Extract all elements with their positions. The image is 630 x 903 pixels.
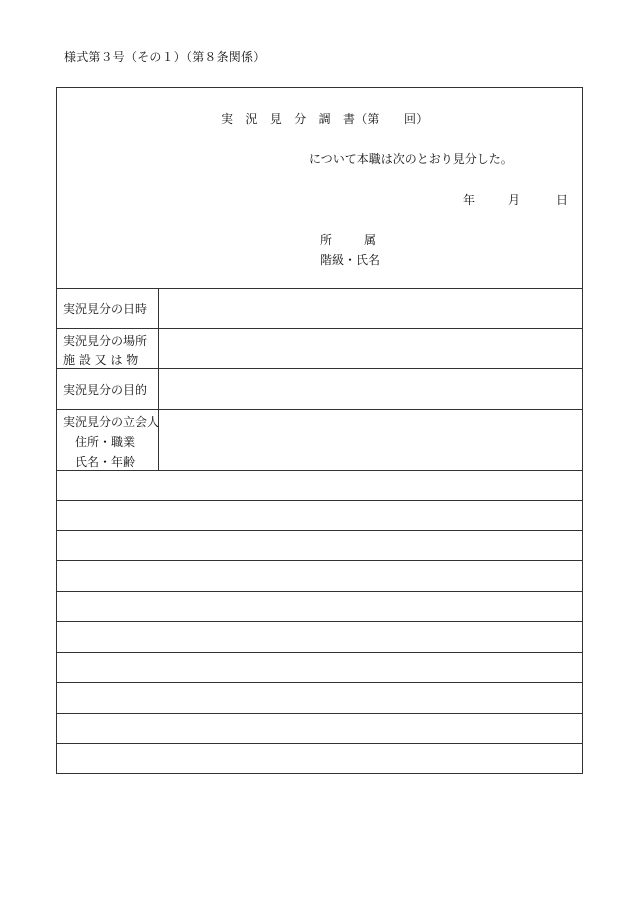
field-label-cell	[57, 329, 159, 368]
field-label: 施 設 又 は 物	[63, 353, 139, 367]
writing-line[interactable]	[57, 714, 582, 744]
writing-line[interactable]	[57, 531, 582, 561]
field-value-place[interactable]	[159, 329, 582, 368]
rank-name-label: 階級・氏名	[320, 253, 381, 267]
report-title: 実 況 見 分 調 書（第 回）	[221, 112, 429, 126]
writing-line[interactable]	[57, 471, 582, 501]
affiliation-label-part2: 属	[364, 233, 377, 247]
field-label: 実況見分の立会人	[63, 415, 160, 429]
field-value-witness[interactable]	[159, 410, 582, 470]
writing-line[interactable]	[57, 623, 582, 653]
field-row-place	[57, 329, 582, 369]
date-month-label: 月	[508, 193, 521, 207]
date-day-label: 日	[556, 193, 569, 207]
writing-line[interactable]	[57, 744, 582, 774]
affiliation-label-part1: 所	[320, 233, 333, 247]
writing-line[interactable]	[57, 592, 582, 622]
writing-line[interactable]	[57, 501, 582, 531]
form-number-label: 様式第３号（その１）（第８条関係）	[64, 50, 266, 64]
field-label: 実況見分の日時	[63, 302, 148, 316]
report-sheet	[56, 87, 583, 774]
field-label: 住所・職業	[63, 435, 136, 449]
field-row-datetime	[57, 288, 582, 329]
field-label-cell	[57, 410, 159, 470]
field-value-datetime[interactable]	[159, 288, 582, 328]
report-statement: について本職は次のとおり見分した。	[309, 152, 513, 166]
field-label-cell	[57, 369, 159, 409]
date-year-label: 年	[463, 193, 476, 207]
writing-line[interactable]	[57, 653, 582, 683]
field-label: 実況見分の場所	[63, 334, 148, 348]
writing-line[interactable]	[57, 684, 582, 714]
field-label-cell	[57, 288, 159, 328]
report-header	[57, 88, 582, 289]
writing-line[interactable]	[57, 562, 582, 592]
field-label: 実況見分の目的	[63, 383, 148, 397]
field-label: 氏名・年齢	[63, 455, 136, 469]
field-value-purpose[interactable]	[159, 369, 582, 409]
field-row-witness	[57, 410, 582, 471]
field-row-purpose	[57, 369, 582, 410]
